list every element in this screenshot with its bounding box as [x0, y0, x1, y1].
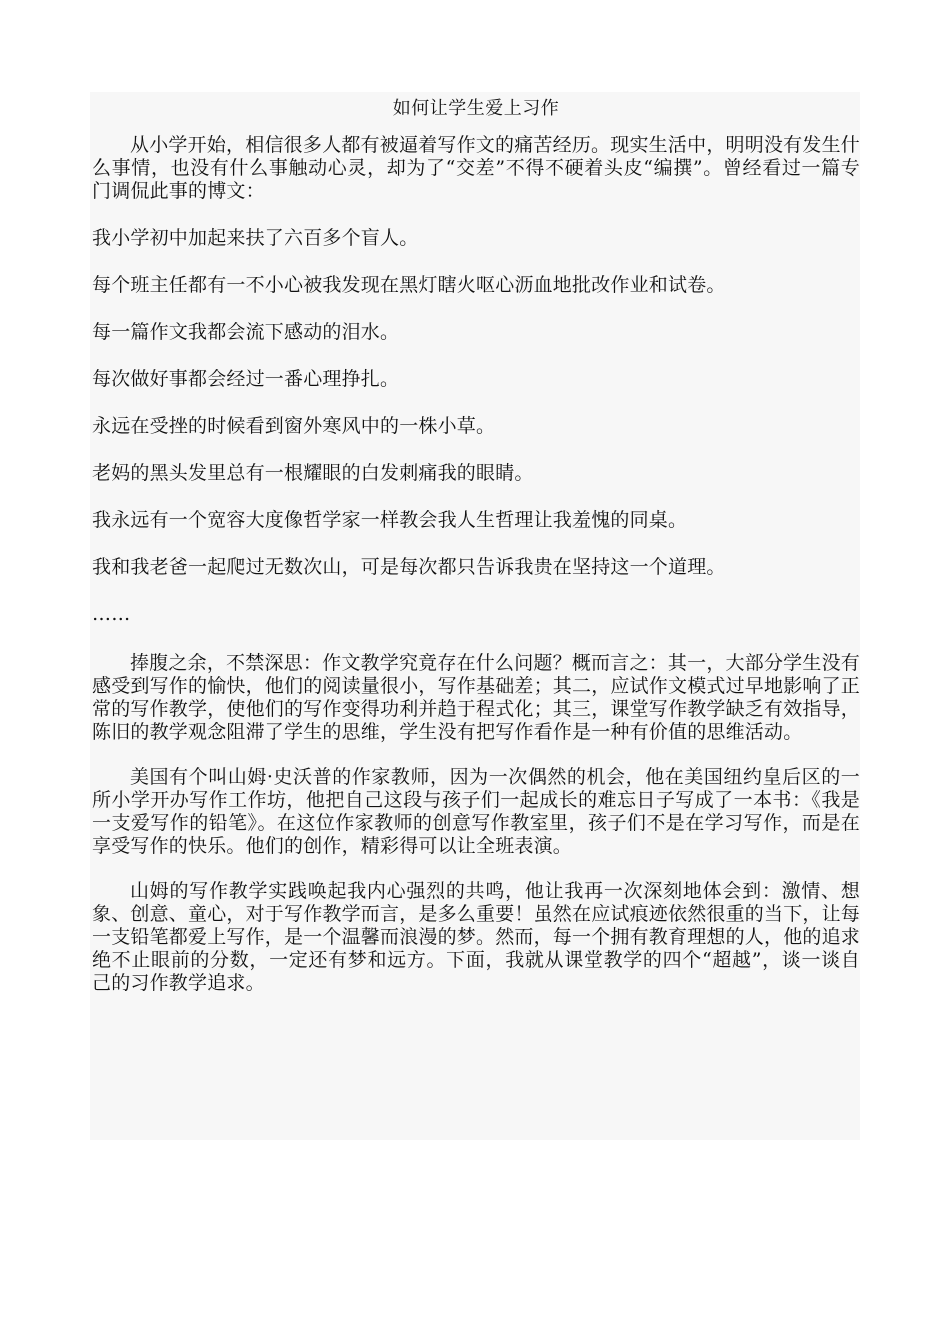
spacer: [92, 344, 860, 368]
spacer: [92, 438, 860, 462]
quote-line: 我和我老爸一起爬过无数次山，可是每次都只告诉我贵在坚持这一个道理。: [92, 556, 726, 578]
document-body: [92, 92, 860, 995]
intro-paragraph: 从小学开始，相信很多人都有被逼着写作文的痛苦经历。现实生活中，明明没有发生什么事情，也没有什么事触动心灵，却为了“交差”不得不硬着头皮“编撰”。曾经看过一篇专门调侃此事的博文：: [92, 134, 860, 202]
spacer: [92, 744, 860, 766]
body-paragraph: 美国有个叫山姆·史沃普的作家教师，因为一次偶然的机会，他在美国纽约皇后区的一所小学开办写作工作坊，他把自己这段与孩子们一起成长的难忘日子写成了一本书：《我是一支爱写作的铅笔》。在这位作家教师的创意写作教室里，孩子们不是在学习写作，而是在享受写作的快乐。他们的创作，精彩得可以让全班表演。: [92, 766, 860, 857]
quote-line: 老妈的黑头发里总有一根耀眼的白发刺痛我的眼睛。: [92, 462, 534, 484]
quote-line: 我永远有一个宽容大度像哲学家一样教会我人生哲理让我羞愧的同桌。: [92, 509, 688, 531]
spacer: [92, 391, 860, 415]
quote-line: 每次做好事都会经过一番心理挣扎。: [92, 368, 400, 390]
spacer: [92, 626, 860, 652]
quote-line: 每一篇作文我都会流下感动的泪水。: [92, 321, 400, 343]
quote-line: 每个班主任都有一不小心被我发现在黑灯瞎火呕心沥血地批改作业和试卷。: [92, 274, 726, 296]
spacer: [92, 579, 860, 603]
quote-line: 永远在受挫的时候看到窗外寒风中的一株小草。: [92, 415, 496, 437]
spacer: [92, 532, 860, 556]
body-paragraph: 捧腹之余，不禁深思：作文教学究竟存在什么问题？概而言之：其一，大部分学生没有感受到写作的愉快，他们的阅读量很小，写作基础差；其二，应试作文模式过早地影响了正常的写作教学，使他们的写作变得功利并趋于程式化；其三，课堂写作教学缺乏有效指导，陈旧的教学观念阻滞了学生的思维，学生没有把写作看作是一种有价值的思维活动。: [92, 652, 861, 743]
ellipsis-line: ……: [92, 603, 131, 625]
spacer: [92, 297, 860, 321]
body-paragraph: 山姆的写作教学实践唤起我内心强烈的共鸣，他让我再一次深刻地体会到：激情、想象、创意、童心，对于写作教学而言，是多么重要！虽然在应试痕迹依然很重的当下，让每一支铅笔都爱上写作，是一个温馨而浪漫的梦。然而，每一个拥有教育理想的人，他的追求绝不止眼前的分数，一定还有梦和远方。下面，我就从课堂教学的四个“超越”，谈一谈自己的习作教学追求。: [92, 880, 861, 994]
spacer: [92, 203, 860, 227]
spacer: [92, 858, 860, 880]
document-title: 如何让学生爱上习作: [392, 98, 560, 119]
spacer: [92, 250, 860, 274]
spacer: [92, 485, 860, 509]
quote-line: 我小学初中加起来扶了六百多个盲人。: [92, 227, 419, 249]
